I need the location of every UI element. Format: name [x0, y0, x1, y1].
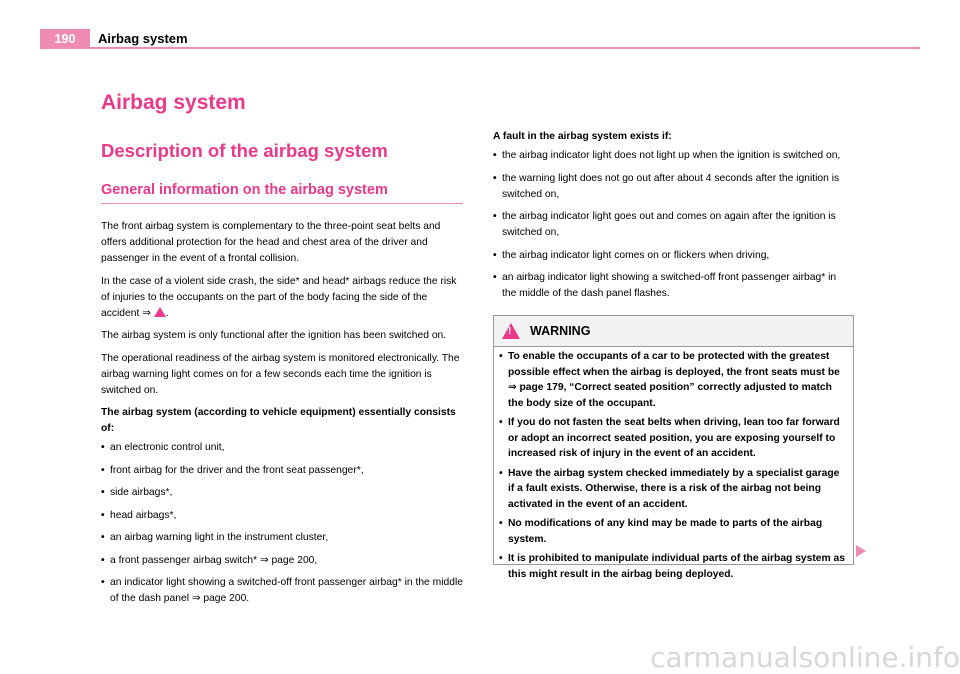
- list-item: [499, 516, 848, 547]
- header-rule: [90, 47, 920, 49]
- bullet-icon: •: [493, 150, 497, 161]
- list-item-text: If you do not fasten the seat belts when driving, lean too far forward or adopt an incorrect seated position, you are exposing yourself to increased risk of injury in the event of an accident.: [508, 417, 840, 459]
- list-item-text: side airbags*,: [110, 487, 173, 498]
- list-item-text: the airbag indicator light does not light up when the ignition is switched on,: [502, 150, 841, 161]
- list-item: [101, 530, 464, 546]
- bullet-icon: •: [499, 417, 503, 428]
- list-item-text: a front passenger airbag switch* ⇒ page 200,: [110, 554, 318, 566]
- bullet-icon: •: [101, 577, 105, 588]
- list-item: [493, 148, 853, 164]
- bullet-icon: •: [493, 272, 497, 283]
- list-item: [499, 466, 848, 513]
- list-item: [499, 551, 848, 582]
- chapter-title: Description of the airbag system: [101, 140, 388, 161]
- list-item-text: an airbag warning light in the instrument cluster,: [110, 532, 329, 543]
- warning-box: [493, 315, 854, 580]
- list-item-text: front airbag for the driver and the front seat passenger*,: [110, 464, 364, 476]
- ignition-paragraph: The airbag system is only functional after the ignition has been switched on.: [101, 330, 447, 341]
- page-number: 190: [40, 29, 90, 49]
- list-item: [101, 553, 464, 569]
- bullet-icon: •: [499, 518, 503, 529]
- bullet-icon: •: [493, 249, 497, 261]
- monitoring-paragraph: The operational readiness of the airbag system is monitored electronically. The airbag warning light comes on for a few seconds each time the ignition is switched on.: [101, 352, 460, 396]
- components-list: [101, 440, 464, 607]
- list-item-text: No modifications of any kind may be made to parts of the airbag system.: [508, 518, 823, 545]
- bullet-icon: •: [493, 172, 497, 184]
- section-title: Airbag system: [101, 91, 246, 114]
- list-item-text: the airbag indicator light goes out and comes on again after the ignition is switched on,: [502, 211, 836, 238]
- list-item-text: the airbag indicator light comes on or flickers when driving,: [502, 249, 770, 261]
- list-item: [493, 270, 853, 302]
- list-item: [493, 248, 853, 264]
- running-title: Airbag system: [98, 31, 188, 46]
- bullet-icon: •: [499, 467, 503, 479]
- left-column: [101, 219, 464, 614]
- components-heading: The airbag system (according to vehicle equipment) essentially consists of:: [101, 407, 456, 434]
- list-item: [493, 209, 853, 241]
- side-crash-text: In the case of a violent side crash, the side* and head* airbags reduce the risk of injuries to the occupants on the part of the body facing the side of the accident ⇒: [101, 275, 457, 319]
- side-crash-paragraph: In the case of a violent side crash, the side* and head* airbags reduce the risk of injuries to the occupants on the part of the body facing the side of the accident ⇒ .: [101, 275, 457, 319]
- warning-header: [494, 316, 853, 347]
- subsection-title: General information on the airbag system: [101, 182, 388, 198]
- list-item: [101, 575, 464, 607]
- list-item-text: an airbag indicator light showing a switched-off front passenger airbag* in the middle of the dash panel flashes.: [502, 272, 837, 299]
- list-item-text: To enable the occupants of a car to be protected with the greatest possible effect when the airbag is deployed, the front seats must be ⇒ page 179, “Correct seated position” correctly adjusted to match the body size of the occupant.: [508, 351, 840, 409]
- bullet-icon: •: [101, 442, 105, 453]
- list-item: [101, 463, 464, 479]
- bullet-icon: •: [101, 532, 105, 543]
- warning-triangle-icon: !: [502, 323, 520, 339]
- list-item-text: head airbags*,: [110, 509, 177, 521]
- list-item-text: the warning light does not go out after about 4 seconds after the ignition is switched on,: [502, 172, 840, 200]
- list-item: [101, 485, 464, 501]
- subsection-rule: [101, 203, 463, 204]
- warning-triangle-icon: [154, 307, 166, 317]
- list-item: [101, 508, 464, 524]
- fault-heading: A fault in the airbag system exists if:: [493, 131, 672, 142]
- footer-watermark: carmanualsonline.info: [650, 641, 960, 674]
- fault-list: [493, 148, 853, 302]
- list-item-text: Have the airbag system checked immediately by a specialist garage if a fault exists. Otherwise, there is a risk of the airbag not being activated in the event of an accident.: [508, 467, 840, 510]
- list-item: [101, 440, 464, 456]
- bullet-icon: •: [499, 553, 503, 564]
- list-item-text: It is prohibited to manipulate individual parts of the airbag system as this might result in the airbag being deployed.: [508, 553, 845, 580]
- bullet-icon: •: [101, 509, 105, 521]
- bullet-icon: •: [101, 464, 105, 476]
- list-item-text: an indicator light showing a switched-off front passenger airbag* in the middle of the dash panel ⇒ page 200.: [110, 577, 463, 604]
- warning-title: WARNING: [530, 324, 591, 338]
- bullet-icon: •: [493, 211, 497, 222]
- list-item: [493, 171, 853, 203]
- intro-paragraph: The front airbag system is complementary to the three-point seat belts and offers additional protection for the head and chest area of the driver and passenger in the event of a frontal collision.: [101, 221, 441, 264]
- warning-body: [494, 347, 853, 582]
- list-item: [499, 349, 848, 411]
- bullet-icon: •: [101, 554, 105, 566]
- list-item: [499, 415, 848, 462]
- continue-arrow-icon: [856, 545, 866, 557]
- bullet-icon: •: [499, 351, 503, 362]
- list-item-text: an electronic control unit,: [110, 442, 225, 453]
- bullet-icon: •: [101, 487, 105, 498]
- right-column: [493, 129, 853, 309]
